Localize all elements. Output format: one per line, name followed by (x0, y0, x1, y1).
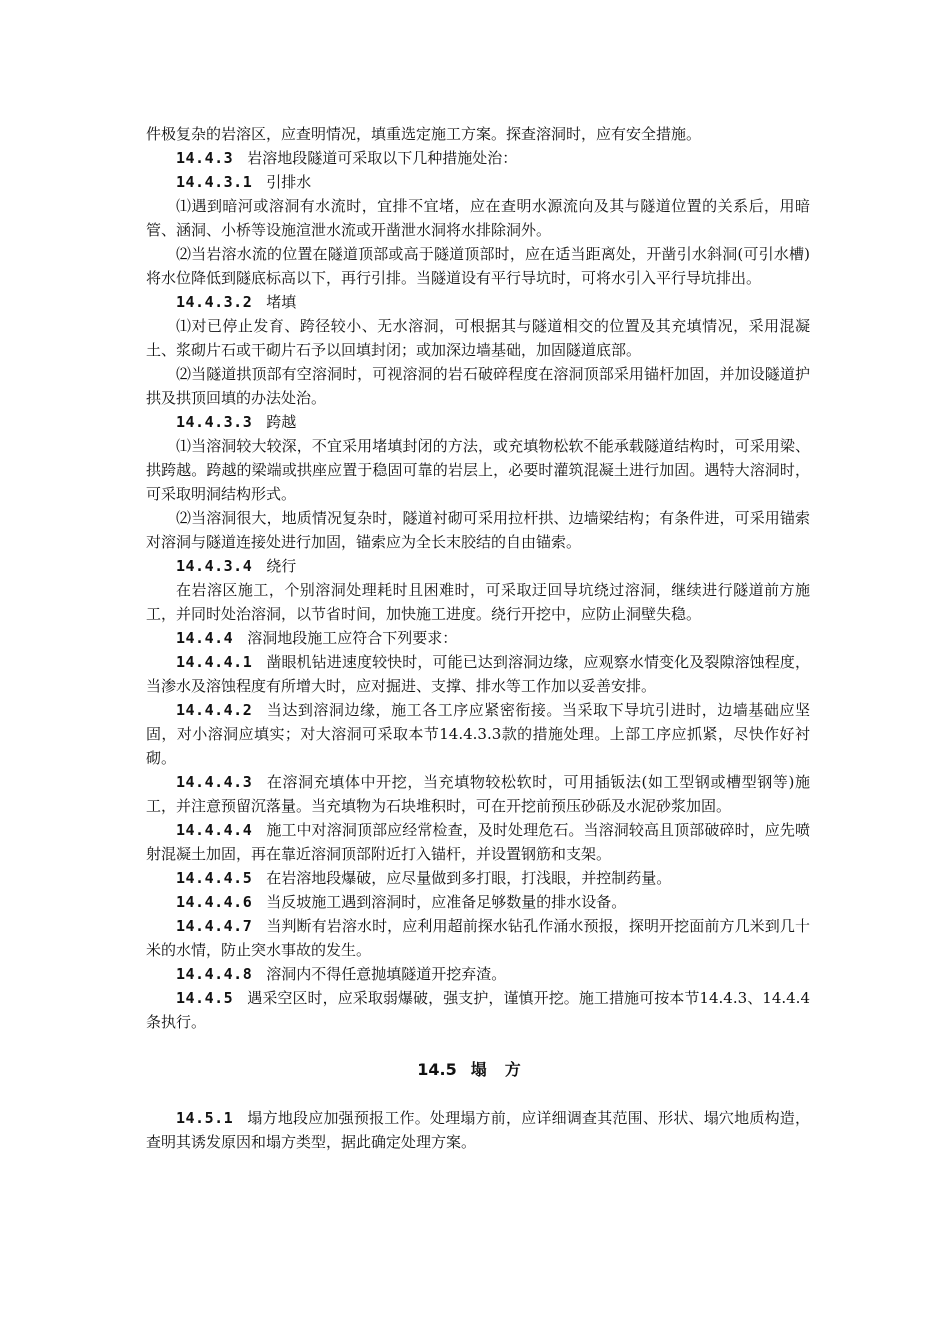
clause-number: 14.4.4.5 (176, 869, 253, 887)
clause-number: 14.4.5 (176, 989, 234, 1007)
clause-number: 14.4.3.4 (176, 557, 253, 575)
clause-number: 14.4.3.2 (176, 293, 253, 311)
paragraph-text: 当达到溶洞边缘，施工各工序应紧密衔接。当采取下导坑引进时，边墙基础应坚固，对小溶洞应填实；对大溶洞可采取本节14.4.3.3款的措施处理。上部工序应抓紧，尽快作好衬砌。 (146, 701, 810, 767)
clause-paragraph (146, 1106, 810, 1154)
paragraph-text: 在溶洞充填体中开挖，当充填物较松软时，可用插钣法(如工型钢或槽型钢等)施工，并注意预留沉落量。当充填物为石块堆积时，可在开挖前预压砂砾及水泥砂浆加固。 (146, 773, 810, 815)
paragraph-text: 当反坡施工遇到溶洞时，应准备足够数量的排水设备。 (266, 893, 627, 911)
paragraph-text: 件极复杂的岩溶区，应查明情况，填重选定施工方案。探查溶洞时，应有安全措施。 (146, 125, 702, 143)
paragraph (146, 578, 810, 626)
paragraph (146, 122, 810, 146)
clause-paragraph (146, 698, 810, 770)
clause-number: 14.4.4.2 (176, 701, 253, 719)
paragraph-text: 绕行 (266, 557, 297, 575)
clause-number: 14.4.4.8 (176, 965, 253, 983)
clause-number: 14.4.3.3 (176, 413, 253, 431)
clause-number: 14.4.4.3 (176, 773, 253, 791)
paragraph-text: 引排水 (266, 173, 312, 191)
paragraph-text: ⑴对已停止发育、跨径较小、无水溶洞，可根据其与隧道相交的位置及其充填情况，采用混凝土、浆砌片石或干砌片石予以回填封闭；或加深边墙基础，加固隧道底部。 (146, 317, 810, 359)
paragraph (146, 194, 810, 242)
clause-number: 14.4.4.1 (176, 653, 253, 671)
clause-paragraph (146, 146, 810, 170)
paragraph-text: 在岩溶地段爆破，应尽量做到多打眼，打浅眼，并控制药量。 (266, 869, 672, 887)
paragraph-text: ⑵当岩溶水流的位置在隧道顶部或高于隧道顶部时，应在适当距离处，开凿引水斜洞(可引水槽)将水位降低到隧底标高以下，再行引排。当隧道设有平行导坑时，可将水引入平行导坑排出。 (146, 245, 810, 287)
clause-number: 14.4.4 (176, 629, 234, 647)
section-title: 塌方 (470, 1060, 539, 1079)
paragraph-text: 溶洞内不得任意抛填隧道开挖弃渣。 (266, 965, 507, 983)
paragraph (146, 506, 810, 554)
paragraph-text: ⑵当隧道拱顶部有空溶洞时，可视溶洞的岩石破碎程度在溶洞顶部采用锚杆加固，并加设隧道护拱及拱顶回填的办法处治。 (146, 365, 810, 407)
paragraph-text: 当判断有岩溶水时，应利用超前探水钻孔作涌水预报，探明开挖面前方几米到几十米的水情，防止突水事故的发生。 (146, 917, 810, 959)
paragraph (146, 242, 810, 290)
paragraph-text: 岩溶地段隧道可采取以下几种措施处治： (247, 149, 518, 167)
clause-number: 14.4.3.1 (176, 173, 253, 191)
clause-paragraph (146, 554, 810, 578)
paragraph-text: 施工中对溶洞顶部应经常检查，及时处理危石。当溶洞较高且顶部破碎时，应先喷射混凝土加固，再在靠近溶洞顶部附近打入锚杆，并设置钢筋和支架。 (146, 821, 810, 863)
section-number: 14.5 (417, 1060, 457, 1079)
body-text (146, 122, 810, 1034)
paragraph (146, 314, 810, 362)
clause-number: 14.4.4.6 (176, 893, 253, 911)
paragraph-text: 遇采空区时，应采取弱爆破，强支护，谨慎开挖。施工措施可按本节14.4.3、14.4.4条执行。 (146, 989, 810, 1031)
document-page (146, 122, 810, 1154)
clause-paragraph (146, 290, 810, 314)
clause-paragraph (146, 818, 810, 866)
clause-paragraph (146, 626, 810, 650)
paragraph-text: 塌方地段应加强预报工作。处理塌方前，应详细调查其范围、形状、塌穴地质构造，查明其诱发原因和塌方类型，据此确定处理方案。 (146, 1109, 810, 1151)
clause-paragraph (146, 770, 810, 818)
section-heading (146, 1058, 810, 1082)
paragraph-text: ⑵当溶洞很大，地质情况复杂时，隧道衬砌可采用拉杆拱、边墙梁结构；有条件进，可采用锚索对溶洞与隧道连接处进行加固，锚索应为全长末胶结的自由锚索。 (146, 509, 810, 551)
clause-paragraph (146, 170, 810, 194)
clause-paragraph (146, 410, 810, 434)
paragraph-text: 凿眼机钻进速度较快时，可能已达到溶洞边缘，应观察水情变化及裂隙溶蚀程度，当渗水及溶蚀程度有所增大时，应对掘进、支撑、排水等工作加以妥善安排。 (146, 653, 810, 695)
clause-paragraph (146, 650, 810, 698)
paragraph-text: 在岩溶区施工，个别溶洞处理耗时且困难时，可采取迂回导坑绕过溶洞，继续进行隧道前方施工，并同时处治溶洞，以节省时间，加快施工进度。绕行开挖中，应防止洞壁失稳。 (146, 581, 810, 623)
clause-paragraph (146, 986, 810, 1034)
paragraph-text: ⑴当溶洞较大较深，不宜采用堵填封闭的方法，或充填物松软不能承载隧道结构时，可采用梁、拱跨越。跨越的梁端或拱座应置于稳固可靠的岩层上，必要时灌筑混凝土进行加固。遇特大溶洞时，可采取明洞结构形式。 (146, 437, 810, 503)
paragraph-text: 跨越 (266, 413, 297, 431)
clause-number: 14.4.3 (176, 149, 234, 167)
paragraph-text: 堵填 (266, 293, 297, 311)
clause-paragraph (146, 866, 810, 890)
paragraph (146, 434, 810, 506)
clause-paragraph (146, 914, 810, 962)
paragraph-text: 溶洞地段施工应符合下列要求： (247, 629, 458, 647)
clause-number: 14.4.4.4 (176, 821, 253, 839)
clause-paragraph (146, 962, 810, 986)
clause-number: 14.4.4.7 (176, 917, 253, 935)
paragraph (146, 362, 810, 410)
clause-number: 14.5.1 (176, 1109, 234, 1127)
clause-paragraph (146, 890, 810, 914)
section-body-text (146, 1106, 810, 1154)
paragraph-text: ⑴遇到暗河或溶洞有水流时，宜排不宜堵，应在查明水源流向及其与隧道位置的关系后，用暗管、涵洞、小桥等设施渲泄水流或开凿泄水洞将水排除洞外。 (146, 197, 810, 239)
